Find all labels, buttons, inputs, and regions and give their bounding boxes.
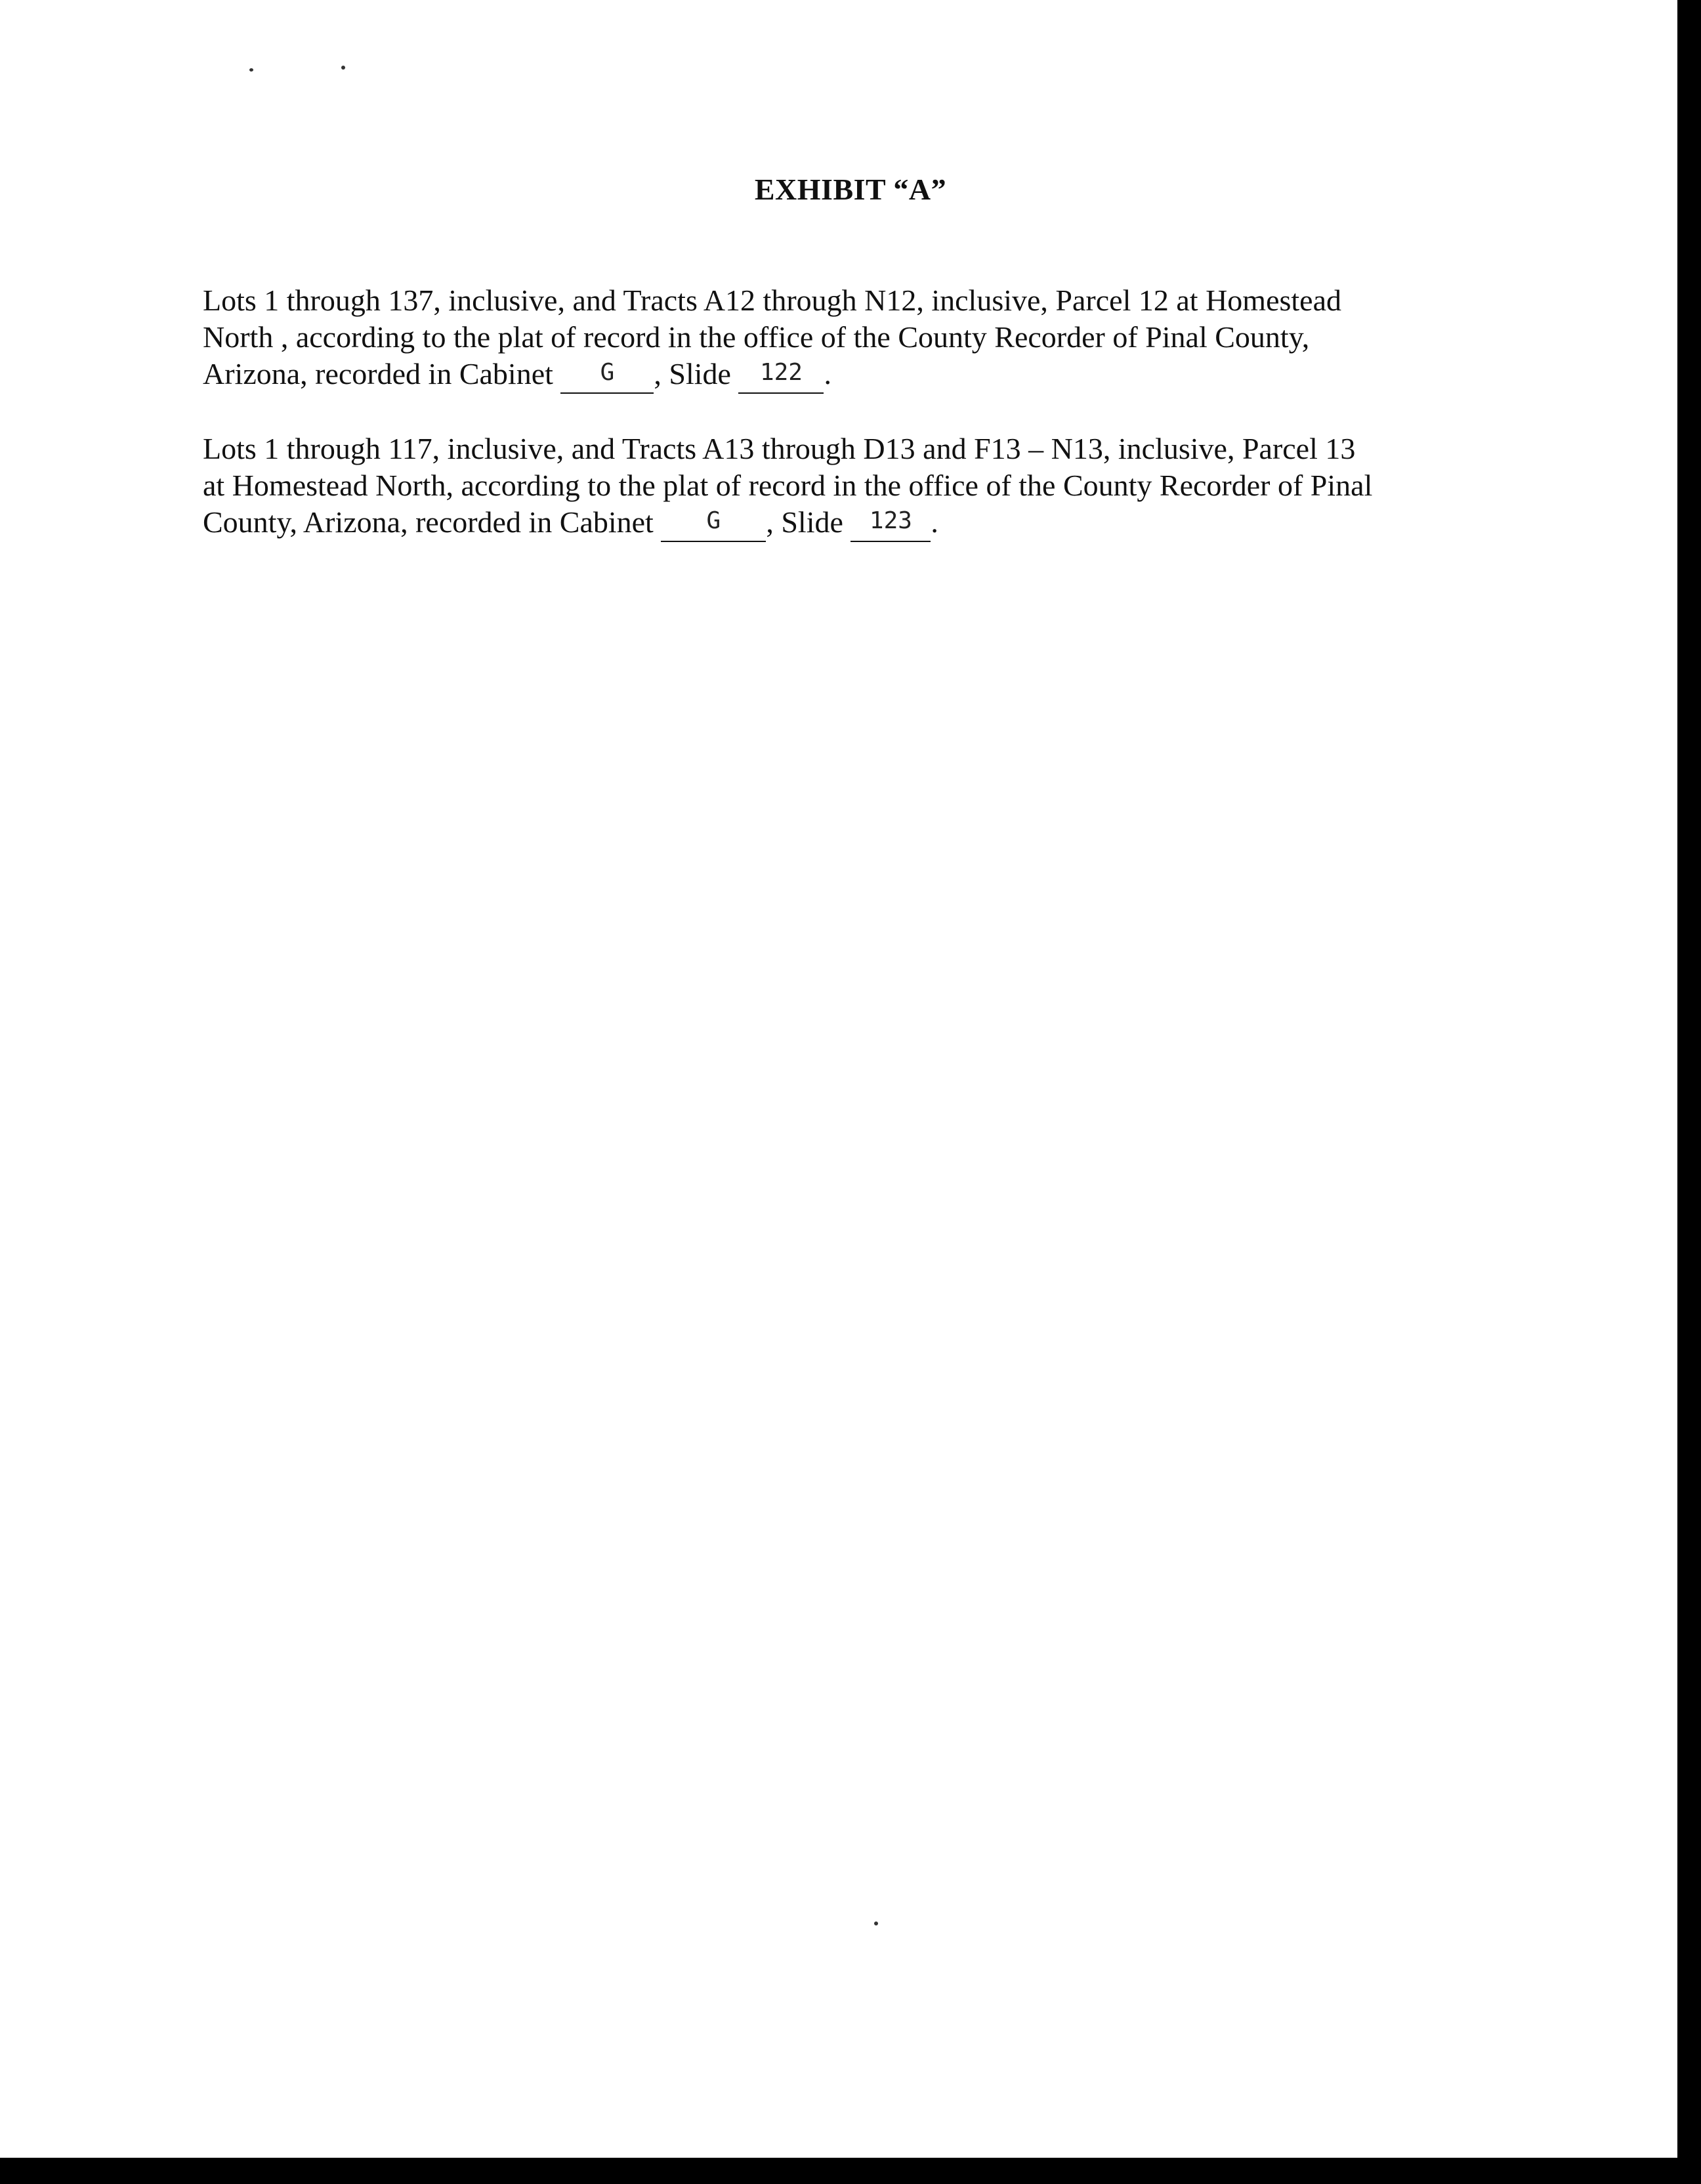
slide-value: 123	[869, 507, 912, 534]
slide-blank	[850, 509, 931, 542]
cabinet-value: G	[600, 359, 615, 386]
legal-description-paragraph-1	[203, 282, 1515, 394]
legal-description-paragraph-2	[203, 430, 1515, 542]
slide-blank	[738, 361, 824, 394]
line-end: .	[931, 505, 938, 539]
paragraph-line-recording	[203, 504, 1515, 542]
paragraph-line: North , according to the plat of record in the office of the County Recorder of Pinal County,	[203, 320, 1310, 354]
cabinet-blank	[661, 509, 766, 542]
paragraph-line: Lots 1 through 137, inclusive, and Tracts A12 through N12, inclusive, Parcel 12 at Homestead	[203, 284, 1341, 317]
cabinet-blank	[560, 361, 654, 394]
recording-prefix: County, Arizona, recorded in Cabinet	[203, 505, 662, 539]
scan-speck	[874, 1922, 878, 1925]
cabinet-value: G	[706, 507, 721, 534]
paragraph-line: Lots 1 through 117, inclusive, and Tracts A13 through D13 and F13 – N13, inclusive, Parcel 13	[203, 432, 1356, 465]
slide-label: , Slide	[654, 357, 739, 390]
paragraph-line-recording	[203, 356, 1515, 394]
scan-speck	[249, 68, 253, 72]
line-end: .	[824, 357, 831, 390]
slide-label: , Slide	[766, 505, 851, 539]
recording-prefix: Arizona, recorded in Cabinet	[203, 357, 561, 390]
scan-speck	[341, 66, 345, 70]
paragraph-line: at Homestead North, according to the plat of record in the office of the County Recorder of Pinal	[203, 469, 1373, 502]
exhibit-title: EXHIBIT “A”	[754, 173, 947, 206]
slide-value: 122	[759, 359, 803, 386]
